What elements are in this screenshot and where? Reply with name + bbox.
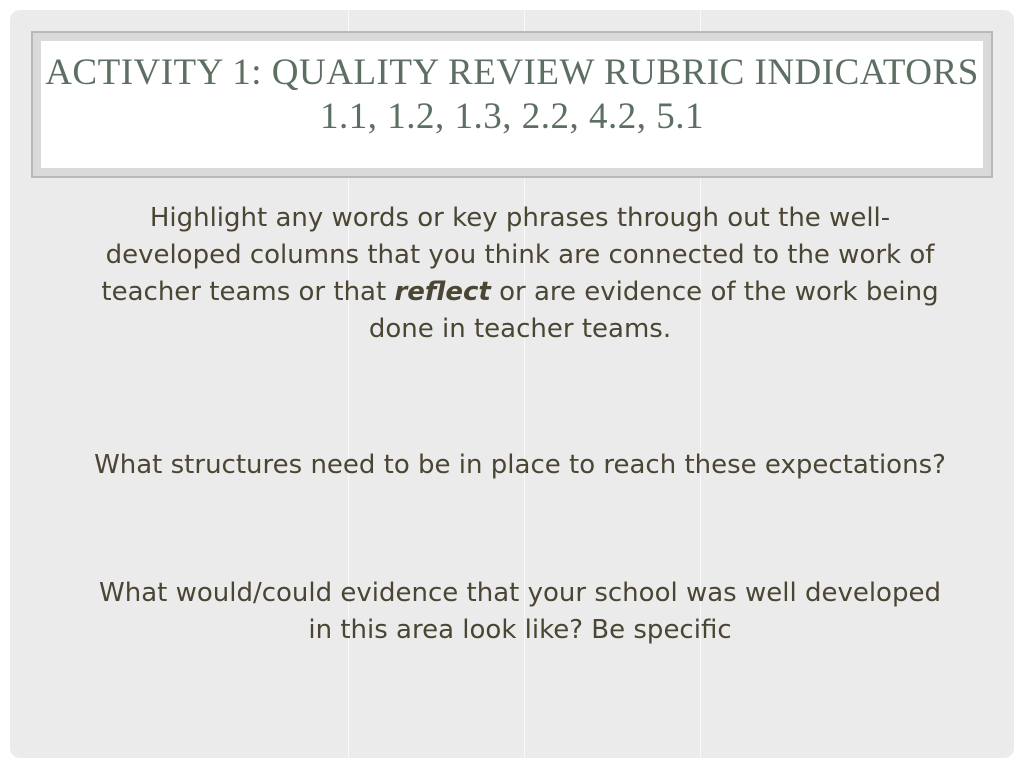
title-box	[41, 41, 983, 168]
title-frame	[31, 31, 993, 178]
structures-question: What structures need to be in place to reach these expectations?	[94, 450, 946, 480]
instruction-paragraph	[90, 200, 950, 348]
evidence-question: What would/could evidence that your school was well developed in this area look like? Be specific	[99, 578, 941, 645]
emphasized-word: reflect	[394, 277, 491, 307]
slide-title: ACTIVITY 1: QUALITY REVIEW RUBRIC INDICATORS 1.1, 1.2, 1.3, 2.2, 4.2, 5.1	[45, 52, 979, 137]
slide	[10, 10, 1014, 758]
instruction-text-start: Highlight any words or key phrases through out the well- developed columns that you think are connected to the work of teacher teams or that	[101, 203, 935, 307]
instruction-text-end: or are evidence of the work being done in teacher teams.	[368, 277, 939, 344]
